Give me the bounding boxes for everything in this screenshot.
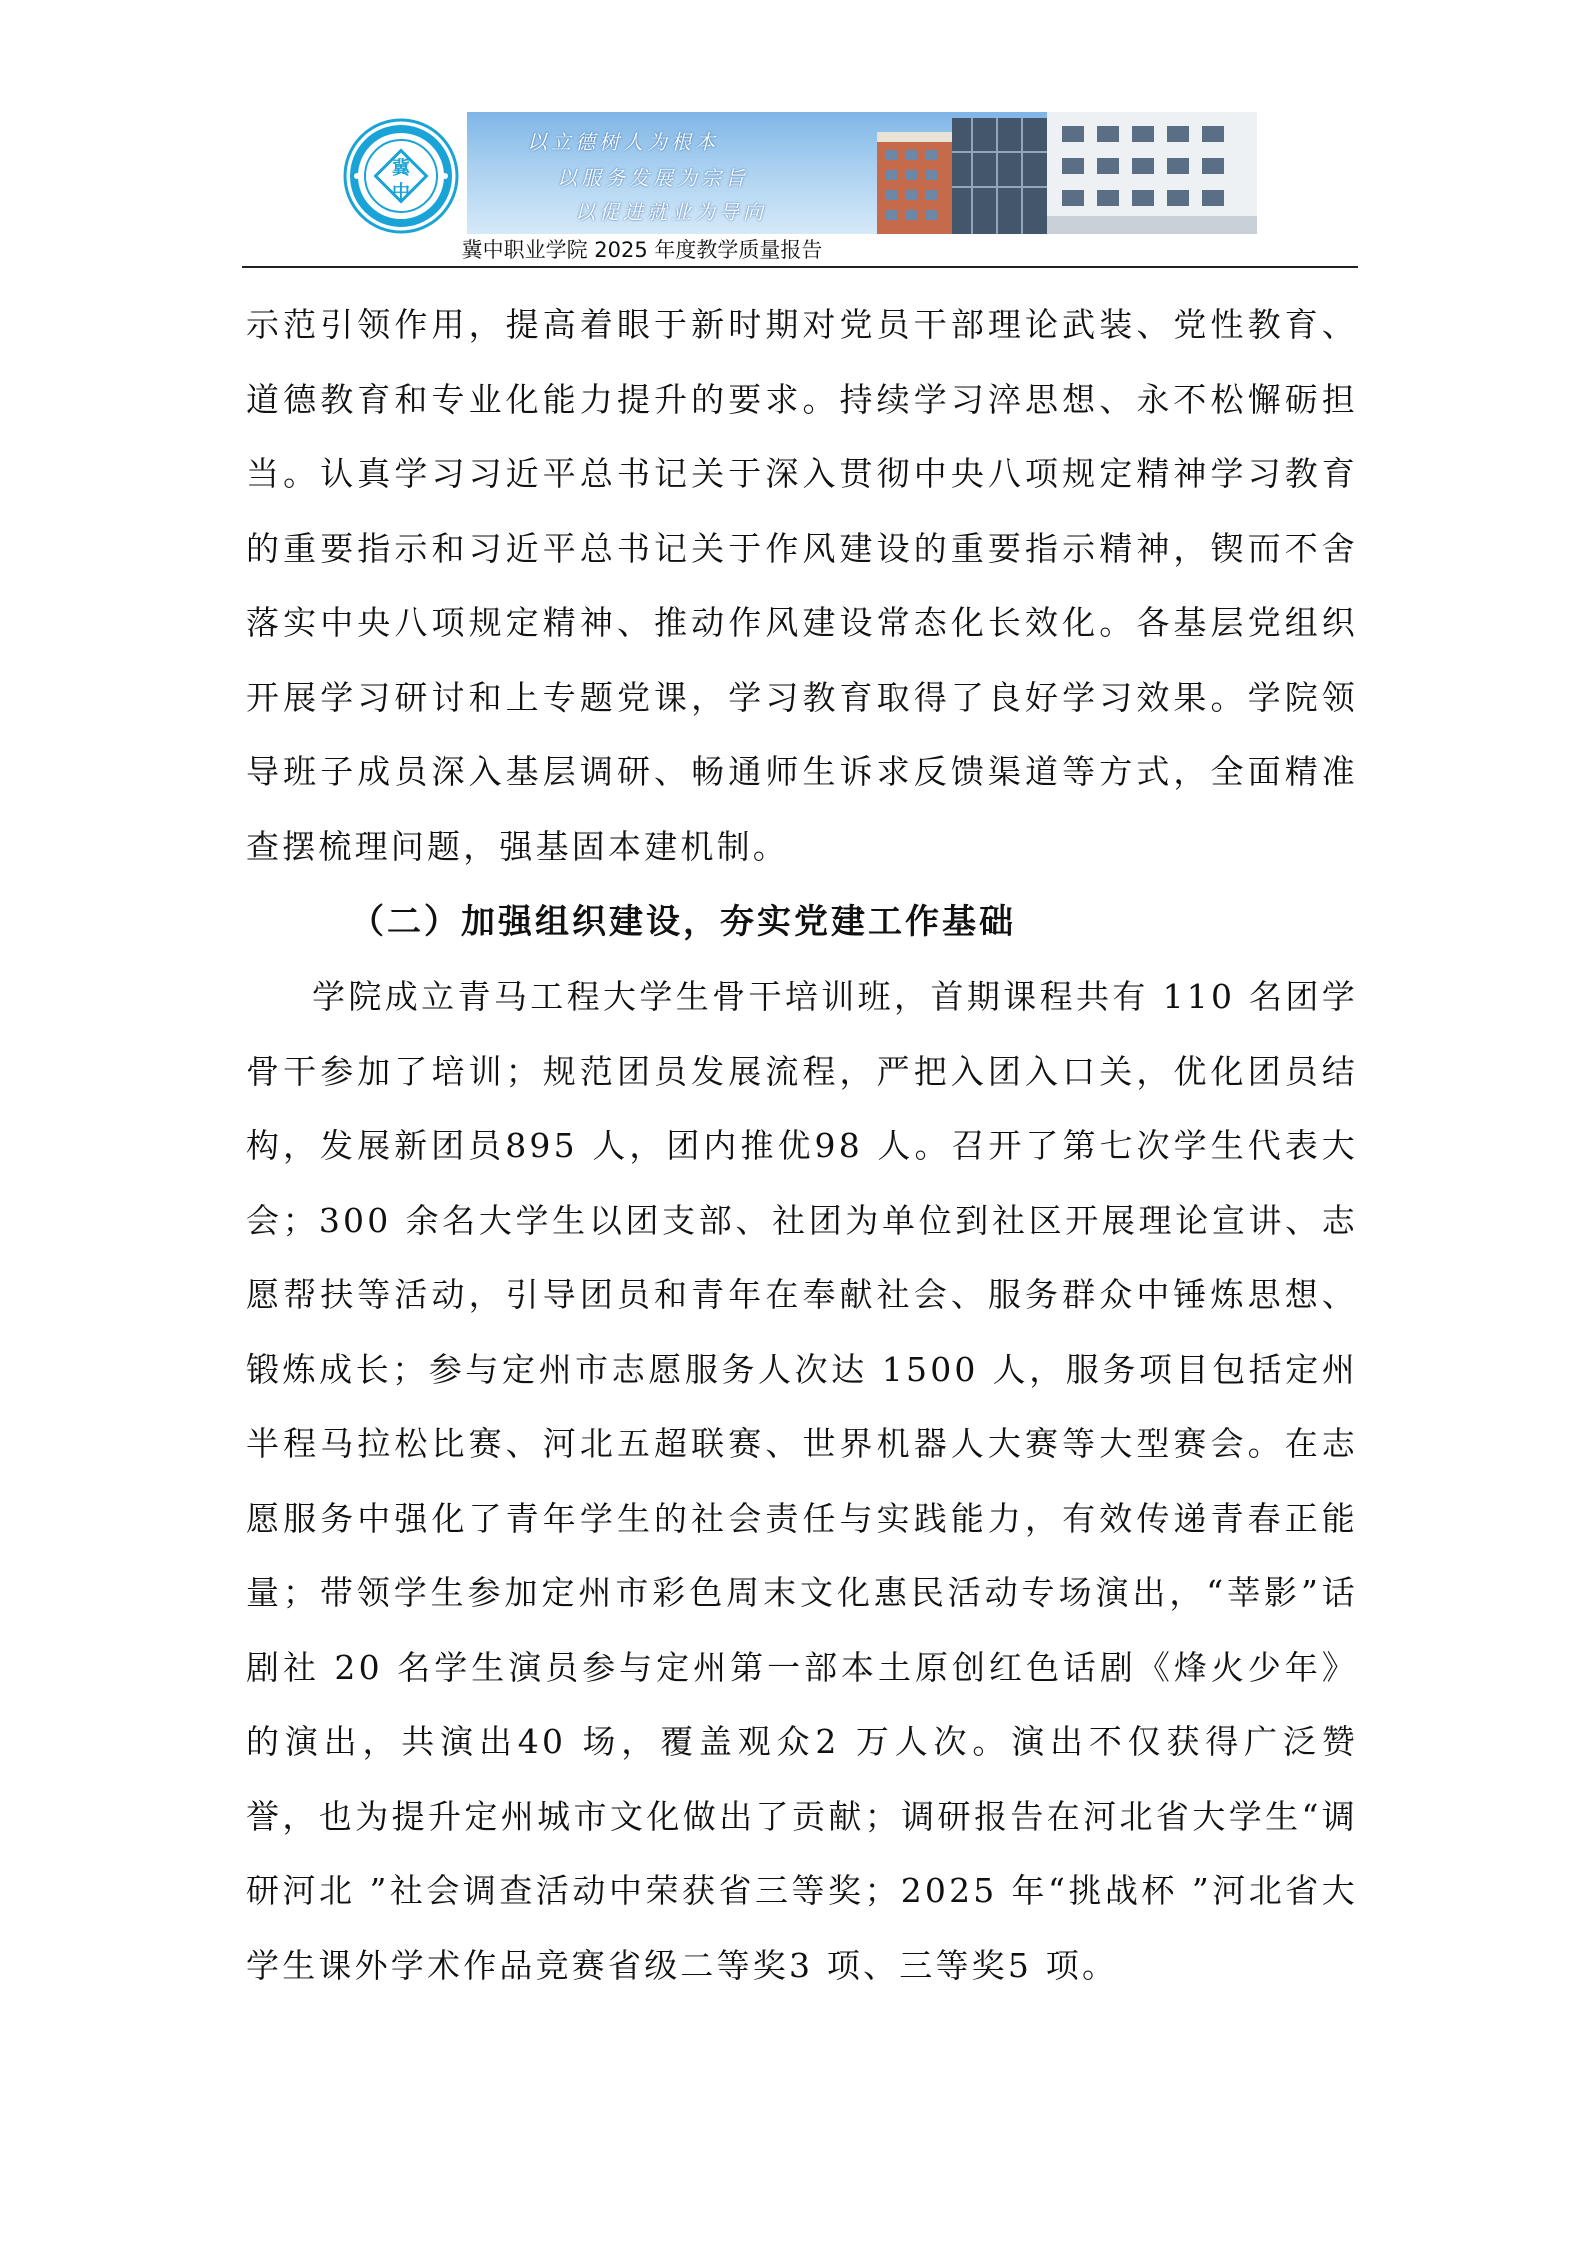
slogan-1: 以立德树人为根本: [527, 130, 719, 154]
header-divider: [242, 266, 1358, 268]
page-header: [343, 112, 1257, 237]
header-caption: 冀中职业学院 2025 年度教学质量报告: [461, 238, 823, 262]
campus-building-image: [857, 112, 1257, 234]
slogan-3: 以促进就业为导向: [575, 200, 767, 224]
header-banner: [467, 112, 1257, 234]
slogan-2: 以服务发展为宗旨: [557, 166, 749, 190]
section-heading: （二）加强组织建设，夯实党建工作基础: [350, 902, 1016, 942]
body-paragraph-2: 学院成立青马工程大学生骨干培训班，首期课程共有 110 名团学骨干参加了培训；规范团员发展流程，严把入团入口关，优化团员结构，发展新团员895 人，团内推优98 人。召开了第七次学生代表大会；300 余名大学生以团支部、社团为单位到社区开展理论宣讲、志愿帮扶等活动，引导团员和青年在奉献社会、服务群众中锤炼思想、锻炼成长；参与定州市志愿服务人次达 1500 人，服务项目包括定州半程马拉松比赛、河北五超联赛、世界机器人大赛等大型赛会。在志愿服务中强化了青年学生的社会责任与实践能力，有效传递青春正能量；带领学生参加定州市彩色周末文化惠民活动专场演出，“莘影”话剧社 20 名学生演员参与定州第一部本土原创红色话剧《烽火少年》的演出，共演出40 场，覆盖观众2 万人次。演出不仅获得广泛赞誉，也为提升定州城市文化做出了贡献；调研报告在河北省大学生“调研河北 ”社会调查活动中荣获省三等奖；2025 年“挑战杯 ”河北省大学生课外学术作品竞赛省级二等奖3 项、三等奖5 项。: [246, 977, 1358, 1985]
seal-char-2: 中: [392, 182, 410, 203]
page-content: [246, 288, 1358, 2003]
body-paragraph-1: 示范引领作用，提高着眼于新时期对党员干部理论武装、党性教育、道德教育和专业化能力提升的要求。持续学习淬思想、永不松懈砺担当。认真学习习近平总书记关于深入贯彻中央八项规定精神学习教育的重要指示和习近平总书记关于作风建设的重要指示精神，锲而不舍落实中央八项规定精神、推动作风建设常态化长效化。各基层党组织开展学习研讨和上专题党课，学习教育取得了良好学习效果。学院领导班子成员深入基层调研、畅通师生诉求反馈渠道等方式，全面精准查摆梳理问题，强基固本建机制。: [246, 305, 1358, 866]
seal-char-1: 冀: [392, 158, 410, 179]
college-seal-logo: [343, 118, 459, 234]
